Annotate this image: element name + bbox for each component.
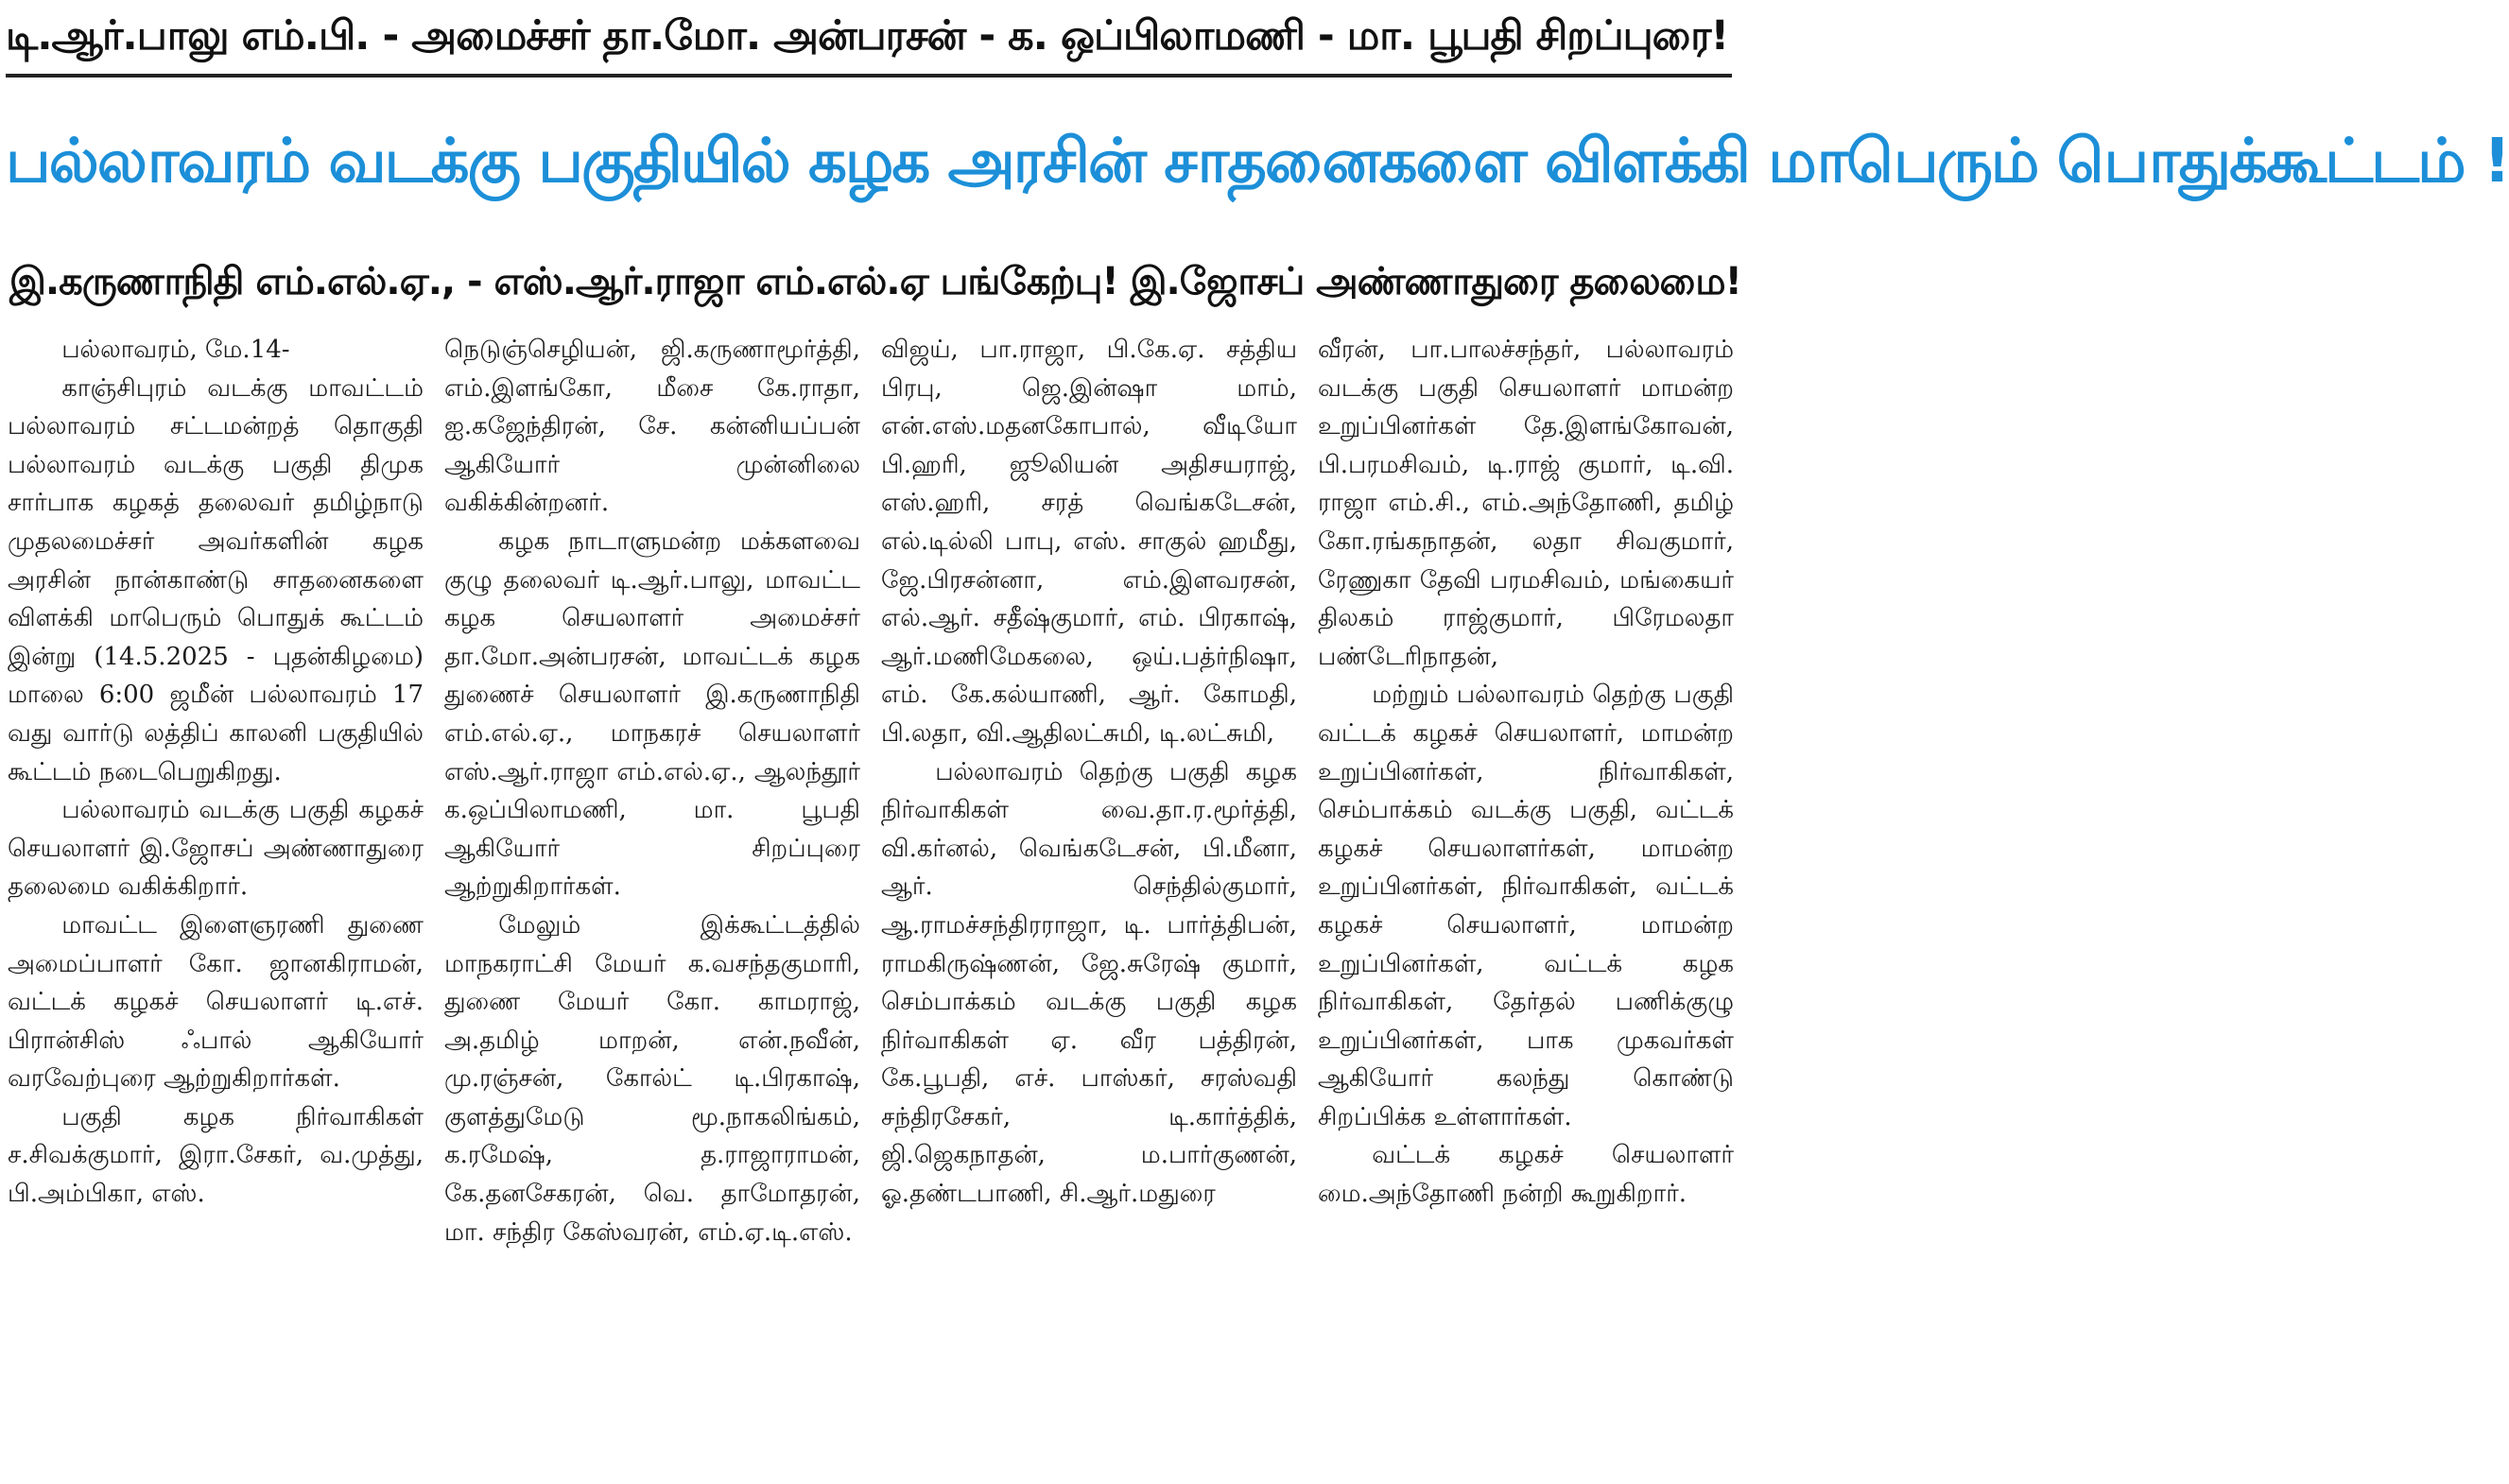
paragraph: காஞ்சிபுரம் வடக்கு மாவட்டம் பல்லாவரம் சட்டமன்றத் தொகுதி பல்லாவரம் வடக்கு பகுதி திமுக சார்பாக கழகத் தலைவர் தமிழ்நாடு முதலமைச்சர் அவர்களின் கழக அரசின் நான்காண்டு சாதனைகளை விளக்கி மாபெரும் பொதுக் கூட்டம் இன்று (14.5.2025 - புதன்கிழமை) மாலை 6:00 ஜமீன் பல்லாவரம் 17 வது வார்டு லத்திப் காலனி பகுதியில் கூட்டம் நடைபெறுகிறது. (8, 373, 424, 786)
paragraph: பல்லாவரம் வடக்கு பகுதி கழகச் செயலாளர் இ.ஜோசப் அண்ணாதுரை தலைமை வகிக்கிறார். (8, 796, 424, 902)
paragraph: வட்டக் கழகச் செயலாளர் மை.அந்தோணி நன்றி கூறுகிறார். (1318, 1141, 1734, 1209)
paragraph: மேலும் இக்கூட்டத்தில் மாநகராட்சி மேயர் க.வசந்தகுமாரி, துணை மேயர் கோ. காமராஜ், அ.தமிழ் மாறன், என்.நவீன், மு.ரஞ்சன், கோல்ட் டி.பிரகாஷ், குளத்துமேடு மூ.நாகலிங்கம், க.ரமேஷ், த.ராஜாராமன், கே.தனசேகரன், வெ. தாமோதரன், மா. சந்திர கேஸ்வரன், எம்.ஏ.டி.எஸ். (444, 910, 860, 1247)
paragraph: கழக நாடாளுமன்ற மக்களவை குழு தலைவர் டி.ஆர்.பாலு, மாவட்ட கழக செயலாளர் அமைச்சர் தா.மோ.அன்பரசன், மாவட்டக் கழக துணைச் செயலாளர் இ.கருணாநிதி எம்.எல்.ஏ., மாநகரச் செயலாளர் எஸ்.ஆர்.ராஜா எம்.எல்.ஏ., ஆலந்தூர் க.ஒப்பிலாமணி, மா. பூபதி ஆகியோர் சிறப்புரை ஆற்றுகிறார்கள். (444, 526, 860, 902)
article-column-4 (1318, 331, 1734, 1482)
article-body (8, 331, 1734, 1482)
paragraph: வீரன், பா.பாலச்சந்தர், பல்லாவரம் வடக்கு பகுதி செயலாளர் மாமன்ற உறுப்பினர்கள் தே.இளங்கோவன், பி.பரமசிவம், டி.ராஜ் குமார், டி.வி. ராஜா எம்.சி., எம்.அந்தோணி, தமிழ் கோ.ரங்கநாதன், லதா சிவகுமார், ரேணுகா தேவி பரமசிவம், மங்கையர் திலகம் ராஜ்குமார், பிரேமலதா பண்டேரிநாதன், (1318, 336, 1734, 671)
kicker-divider (6, 74, 1732, 78)
subheadline: இ.கருணாநிதி எம்.எல்.ஏ., - எஸ்.ஆர்.ராஜா எம்.எல்.ஏ பங்கேற்பு! இ.ஜோசப் அண்ணாதுரை தலைமை! (9, 260, 1741, 303)
article-column-3 (881, 331, 1297, 1482)
paragraph: மற்றும் பல்லாவரம் தெற்கு பகுதி வட்டக் கழகச் செயலாளர், மாமன்ற உறுப்பினர்கள், நிர்வாகிகள், செம்பாக்கம் வடக்கு பகுதி, வட்டக் கழகச் செயலாளர்கள், மாமன்ற உறுப்பினர்கள், நிர்வாகிகள், வட்டக் கழகச் செயலாளர், மாமன்ற உறுப்பினர்கள், வட்டக் கழக நிர்வாகிகள், தேர்தல் பணிக்குழு உறுப்பினர்கள், பாக முகவர்கள் ஆகியோர் கலந்து கொண்டு சிறப்பிக்க உள்ளார்கள். (1318, 681, 1735, 1131)
paragraph: விஜய், பா.ராஜா, பி.கே.ஏ. சத்திய பிரபு, ஜெ.இன்ஷா மாம், என்.எஸ்.மதனகோபால், வீடியோ பி.ஹரி, ஜூலியன் அதிசயராஜ், எஸ்.ஹரி, சரத் வெங்கடேசன், எல்.டில்லி பாபு, எஸ். சாகுல் ஹமீது, ஜே.பிரசன்னா, எம்.இளவரசன், எல்.ஆர். சதீஷ்குமார், எம். பிரகாஷ், ஆர்.மணிமேகலை, ஒய்.பத்ர்நிஷா, எம். கே.கல்யாணி, ஆர். கோமதி, பி.லதா, வி.ஆதிலட்சுமி, டி.லட்சுமி, (881, 336, 1297, 748)
dateline: பல்லாவரம், மே.14- (61, 336, 290, 364)
paragraph: பல்லாவரம் தெற்கு பகுதி கழக நிர்வாகிகள் வை.தா.ர.மூர்த்தி, வி.கர்னல், வெங்கடேசன், பி.மீனா, ஆர். செந்தில்குமார், ஆ.ராமச்சந்திரராஜா, டி. பார்த்திபன், ராமகிருஷ்ணன், ஜே.சுரேஷ் குமார், செம்பாக்கம் வடக்கு பகுதி கழக நிர்வாகிகள் ஏ. வீர பத்திரன், கே.பூபதி, எச். பாஸ்கர், சரஸ்வதி சந்திரசேகர், டி.கார்த்திக், ஜி.ஜெகநாதன், ம.பார்குணன், ஓ.தண்டபாணி, சி.ஆர்.மதுரை (881, 757, 1297, 1209)
article-column-1 (8, 331, 424, 1482)
kicker-line: டி.ஆர்.பாலு எம்.பி. - அமைச்சர் தா.மோ. அன்பரசன் - க. ஒப்பிலாமணி - மா. பூபதி சிறப்புரை! (6, 12, 1729, 60)
article-column-2 (444, 331, 860, 1482)
headline: பல்லாவரம் வடக்கு பகுதியில் கழக அரசின் சாதனைகளை விளக்கி மாபெரும் பொதுக்கூட்டம் ! (6, 127, 2509, 197)
paragraph: நெடுஞ்செழியன், ஜி.கருணாமூர்த்தி, எம்.இளங்கோ, மீசை கே.ராதா, ஐ.கஜேந்திரன், சே. கன்னியப்பன் ஆகியோர் முன்னிலை வகிக்கின்றனர். (444, 336, 860, 518)
paragraph: மாவட்ட இளைஞரணி துணை அமைப்பாளர் கோ. ஜானகிராமன், வட்டக் கழகச் செயலாளர் டி.எச். பிரான்சிஸ் ஃபால் ஆகியோர் வரவேற்புரை ஆற்றுகிறார்கள். (8, 910, 424, 1094)
paragraph: பகுதி கழக நிர்வாகிகள் ச.சிவக்குமார், இரா.சேகர், வ.முத்து, பி.அம்பிகா, எஸ். (8, 1102, 424, 1209)
